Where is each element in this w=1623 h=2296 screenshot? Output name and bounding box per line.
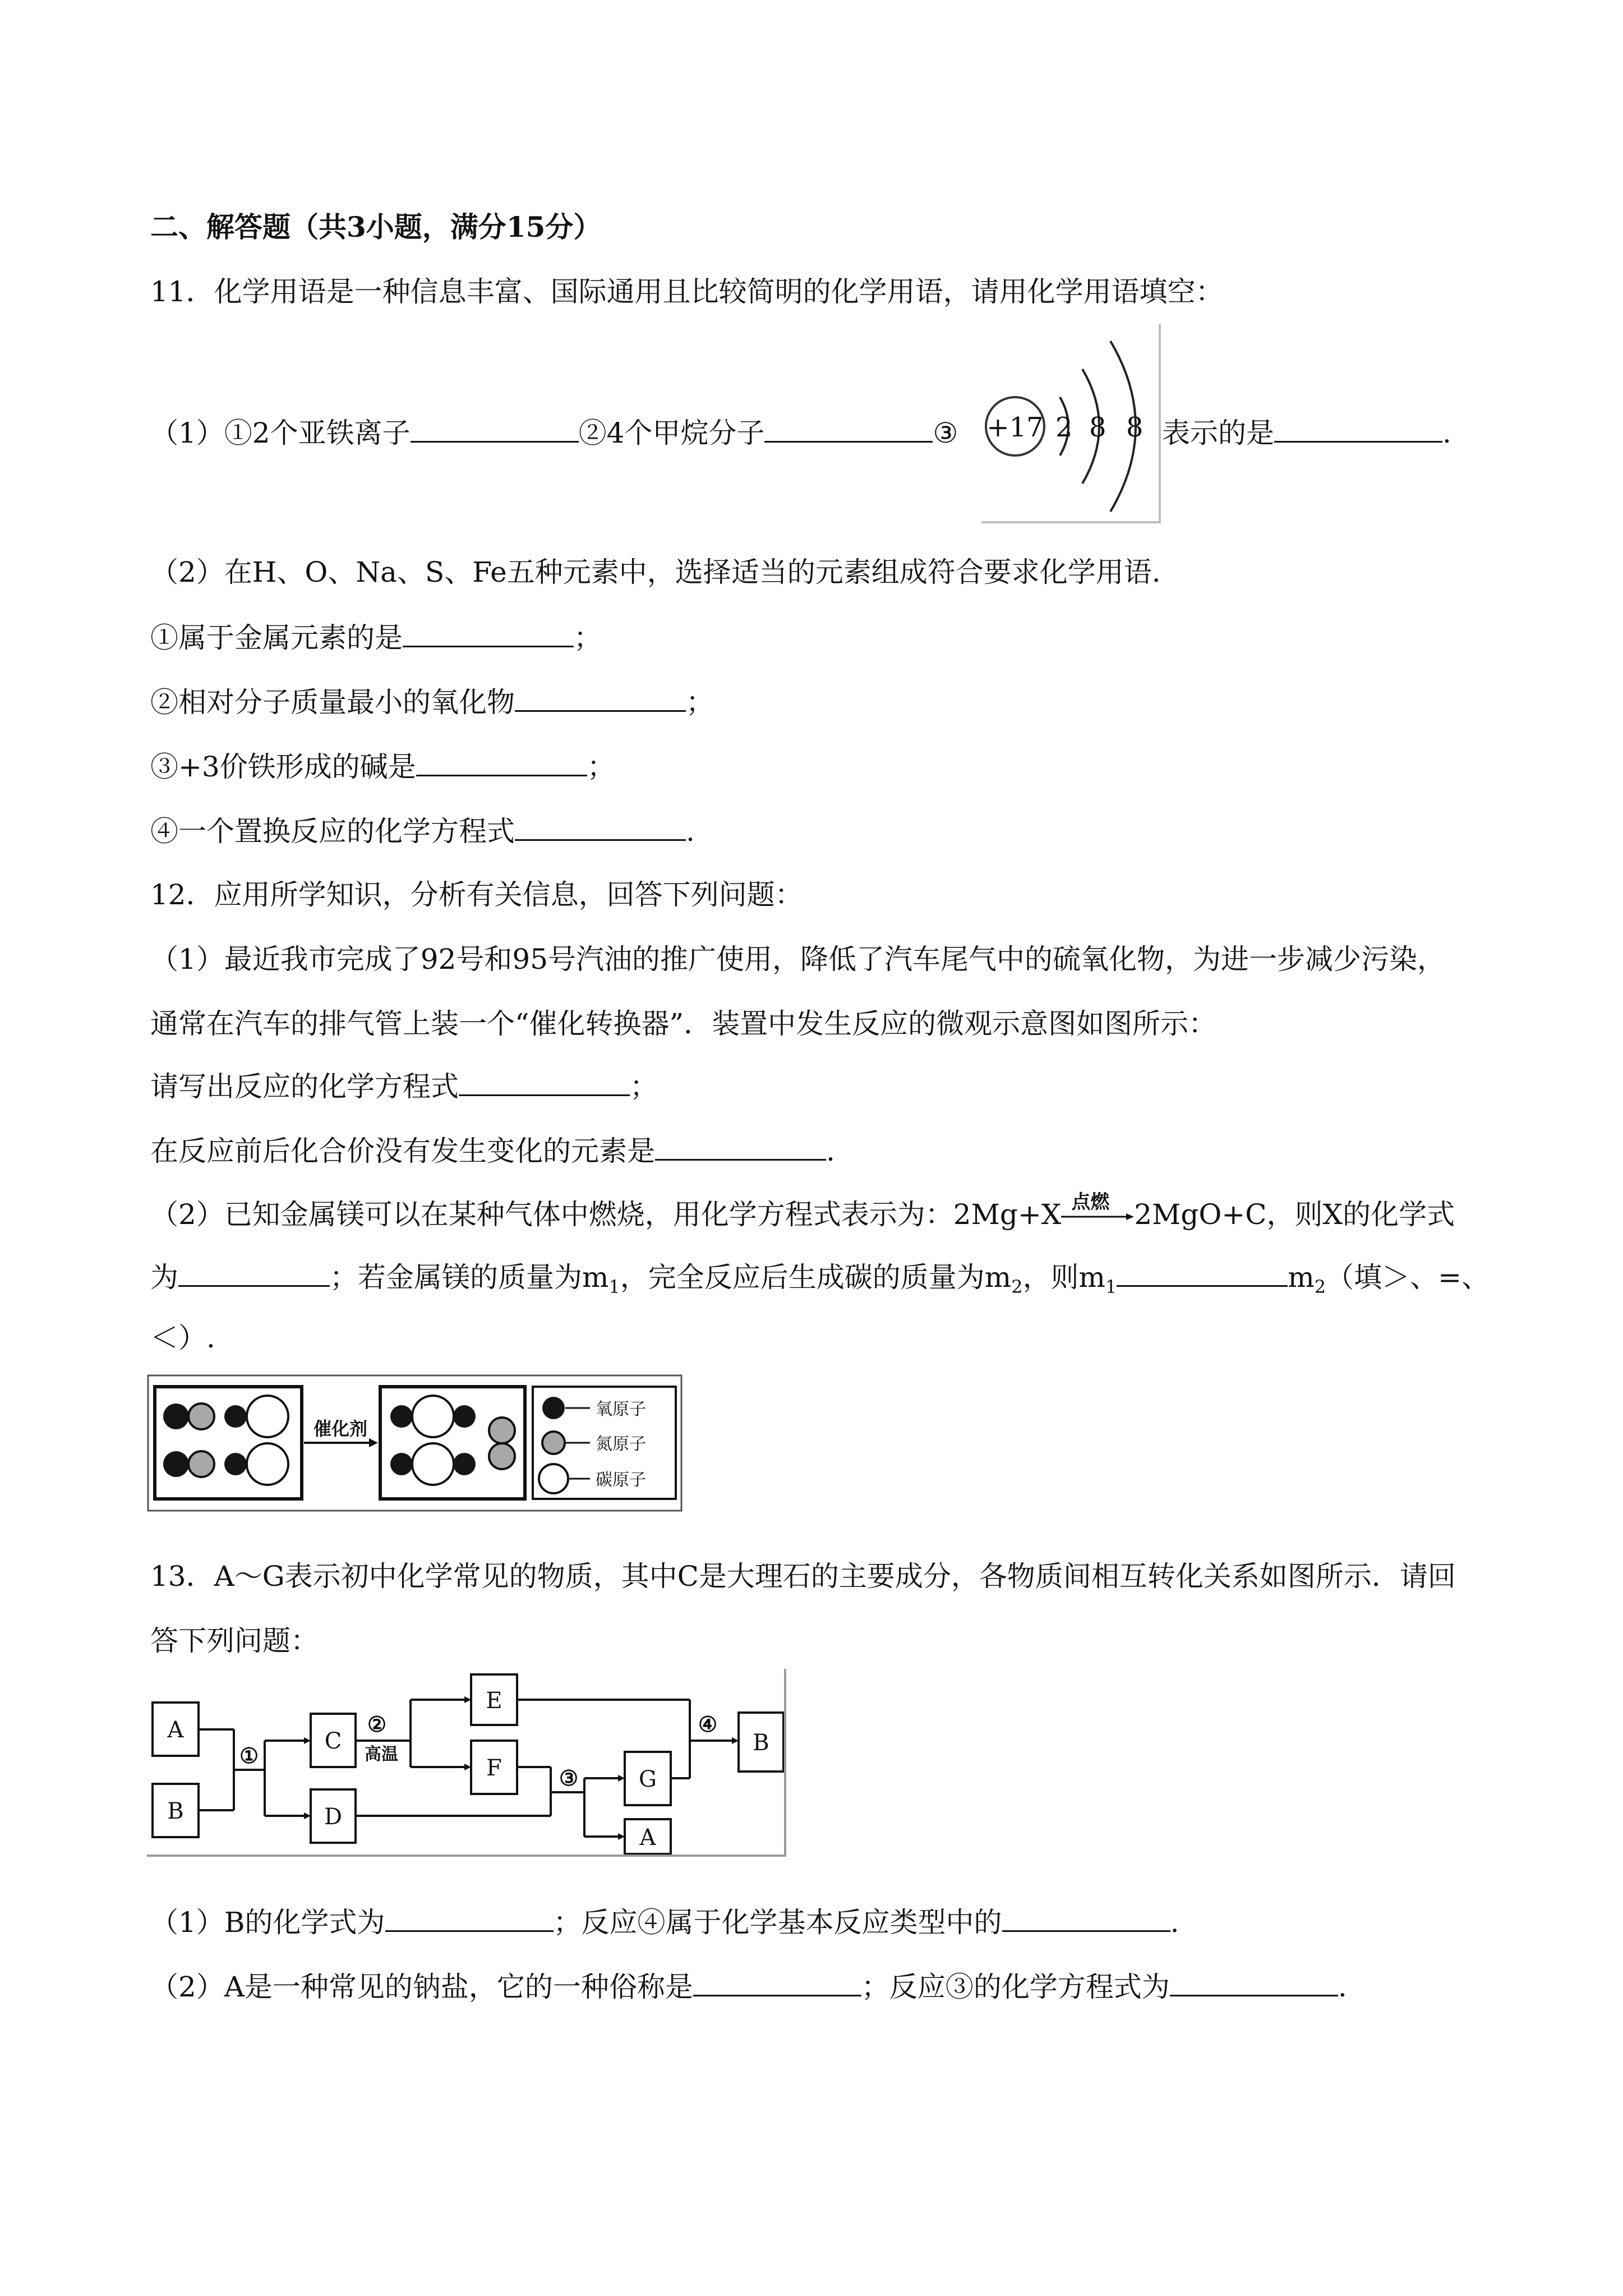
nitrogen-atom	[489, 1443, 515, 1469]
step-marker-3: ③	[559, 1765, 579, 1791]
oxygen-atom	[542, 1397, 565, 1419]
q12-part1-line3	[150, 1069, 658, 1103]
node-label-c: C	[324, 1728, 342, 1754]
nitrogen-atom	[188, 1404, 214, 1429]
q11-item2: ②相对分子质量最小的氧化物	[150, 686, 515, 719]
node-label-b2: B	[753, 1730, 769, 1756]
shell-electron-count: 2	[1055, 412, 1073, 443]
q11-item4: ④一个置换反应的化学方程式	[150, 815, 515, 848]
shell-electron-count: 8	[1126, 412, 1144, 443]
node-label-g: G	[639, 1766, 657, 1792]
punctuation: .	[1170, 1906, 1179, 1939]
q12-part2-line3: ＜）.	[150, 1322, 215, 1354]
section-heading: 二、解答题（共3小题，满分15分）	[150, 210, 602, 243]
answer-blank[interactable]	[515, 813, 686, 841]
punctuation: .	[826, 1135, 835, 1167]
subscript: 2	[1314, 1276, 1326, 1297]
text-fragment: （填＞、=、	[1326, 1261, 1490, 1294]
node-label-f: F	[486, 1755, 502, 1781]
q12-part1-line4	[150, 1133, 835, 1168]
answer-blank[interactable]	[1117, 1259, 1288, 1287]
text-fragment: m	[1288, 1261, 1315, 1294]
answer-blank[interactable]	[515, 684, 686, 712]
punctuation: ；	[587, 751, 615, 783]
q13-stem-line2: 答下列问题：	[150, 1625, 319, 1657]
q11-stem: 11．化学用语是一种信息丰富、国际通用且比较简明的化学用语，请用化学用语填空：	[150, 275, 1224, 308]
oxygen-atom	[453, 1405, 476, 1428]
answer-blank[interactable]	[693, 1969, 861, 1996]
text-fragment: ，完全反应后生成碳的质量为m	[620, 1261, 1012, 1294]
q11-part2: （2）在H、O、Na、S、Fe五种元素中，选择适当的元素组成符合要求化学用语.	[150, 556, 1161, 588]
q12-part1-line2: 通常在汽车的排气管上装一个“催化转换器”．装置中发生反应的微观示意图如图所示：	[150, 1007, 1217, 1040]
q11-part1-a: （1）①2个亚铁离子	[150, 417, 411, 449]
q13-part2-b: ；反应③的化学方程式为	[861, 1971, 1170, 2003]
nitrogen-atom	[188, 1451, 214, 1477]
q12-part2-line1	[150, 1191, 1455, 1231]
legend-oxygen: 氧原子	[596, 1400, 646, 1419]
answer-blank[interactable]	[416, 749, 587, 776]
carbon-atom	[539, 1464, 568, 1493]
node-label-b: B	[167, 1798, 184, 1824]
answer-blank[interactable]	[403, 620, 574, 647]
sentence-end: .	[1442, 417, 1451, 449]
node-label-d: D	[324, 1804, 343, 1830]
conversion-flowchart	[147, 1669, 786, 1857]
answer-blank[interactable]	[411, 415, 579, 443]
node-label-a2: A	[639, 1825, 656, 1851]
subscript: 2	[1011, 1276, 1023, 1297]
q12-part2-line2	[150, 1259, 1490, 1304]
oxygen-atom	[163, 1404, 189, 1429]
oxygen-atom	[390, 1453, 413, 1475]
answer-blank[interactable]	[1274, 415, 1442, 443]
answer-blank[interactable]	[178, 1259, 330, 1287]
text-fragment: ，则m	[1022, 1261, 1105, 1294]
q13-part1-a: （1）B的化学式为	[150, 1906, 385, 1939]
node-label-a: A	[167, 1717, 184, 1743]
q11-part1-line	[150, 415, 958, 450]
subscript: 1	[1105, 1276, 1117, 1297]
q11-item1-line	[150, 620, 602, 655]
oxygen-atom	[224, 1453, 247, 1475]
oxygen-atom	[390, 1405, 413, 1428]
answer-blank[interactable]	[459, 1069, 630, 1096]
reaction-arrow	[1061, 1191, 1134, 1231]
arrow-icon	[1061, 1212, 1134, 1221]
q11-part1-c: ③	[933, 417, 958, 449]
nitrogen-atom	[542, 1432, 565, 1454]
atom-structure-diagram	[981, 324, 1161, 523]
legend-nitrogen: 氮原子	[596, 1434, 646, 1454]
oxygen-atom	[224, 1405, 247, 1428]
q12-reaction-left: （2）已知金属镁可以在某种气体中燃烧，用化学方程式表示为：2Mg+X	[150, 1198, 1062, 1231]
q12-stem: 12．应用所学知识，分析有关信息，回答下列问题：	[150, 878, 803, 911]
nucleus-charge: +17	[986, 412, 1044, 443]
carbon-atom	[247, 1396, 288, 1437]
answer-blank[interactable]	[655, 1133, 826, 1161]
q11-item3: ③+3价铁形成的碱是	[150, 751, 416, 783]
q11-part1-b: ②4个甲烷分子	[578, 417, 765, 449]
step-marker-1: ①	[239, 1743, 259, 1768]
reaction-condition: 点燃	[1071, 1191, 1110, 1213]
punctuation: ；	[630, 1070, 658, 1103]
q13-part1-line	[150, 1904, 1179, 1939]
q12-reaction-right: 2MgO+C，则X的化学式	[1134, 1198, 1455, 1231]
q11-item3-line	[150, 749, 615, 784]
punctuation: ；	[574, 622, 602, 654]
q12-valence-prompt: 在反应前后化合价没有发生变化的元素是	[150, 1135, 655, 1167]
q12-equation-prompt: 请写出反应的化学方程式	[150, 1070, 459, 1103]
q13-part2-a: （2）A是一种常见的钠盐，它的一种俗称是	[150, 1971, 693, 2003]
answer-blank[interactable]	[1002, 1904, 1170, 1932]
text-fragment: 为	[150, 1261, 178, 1294]
punctuation: .	[1338, 1971, 1347, 2003]
q11-part1-tail	[1162, 415, 1451, 450]
punctuation: .	[686, 815, 695, 848]
step-marker-2: ②	[367, 1711, 387, 1737]
answer-blank[interactable]	[764, 415, 933, 443]
carbon-atom	[412, 1443, 454, 1485]
carbon-atom	[247, 1443, 288, 1485]
q12-part1-line1: （1）最近我市完成了92号和95号汽油的推广使用，降低了汽车尾气中的硫氧化物，为进一步减少污染，	[150, 943, 1446, 976]
q11-item4-line	[150, 813, 695, 848]
nitrogen-atom	[489, 1418, 515, 1443]
q11-part1-d: 表示的是	[1162, 417, 1274, 449]
q11-item1: ①属于金属元素的是	[150, 622, 403, 654]
step-marker-4: ④	[698, 1711, 718, 1737]
q13-stem-line1: 13．A～G表示初中化学常见的物质，其中C是大理石的主要成分，各物质间相互转化关系如图所示．请回	[150, 1560, 1456, 1593]
q13-part2-line	[150, 1969, 1347, 2004]
text-fragment: ；若金属镁的质量为m	[330, 1261, 609, 1294]
legend-carbon: 碳原子	[596, 1470, 646, 1490]
punctuation: ；	[686, 686, 714, 719]
answer-blank[interactable]	[1170, 1969, 1338, 1996]
q13-part1-b: ；反应④属于化学基本反应类型中的	[553, 1906, 1002, 1939]
catalytic-reaction-diagram	[147, 1374, 683, 1512]
subscript: 1	[608, 1276, 620, 1297]
carbon-atom	[412, 1396, 454, 1437]
shell-electron-count: 8	[1089, 412, 1106, 443]
answer-blank[interactable]	[385, 1904, 554, 1932]
q11-item2-line	[150, 684, 714, 719]
oxygen-atom	[163, 1451, 189, 1477]
reaction-condition: 高温	[365, 1745, 398, 1764]
oxygen-atom	[453, 1453, 476, 1475]
node-label-e: E	[486, 1688, 502, 1714]
catalyst-label: 催化剂	[313, 1418, 368, 1439]
